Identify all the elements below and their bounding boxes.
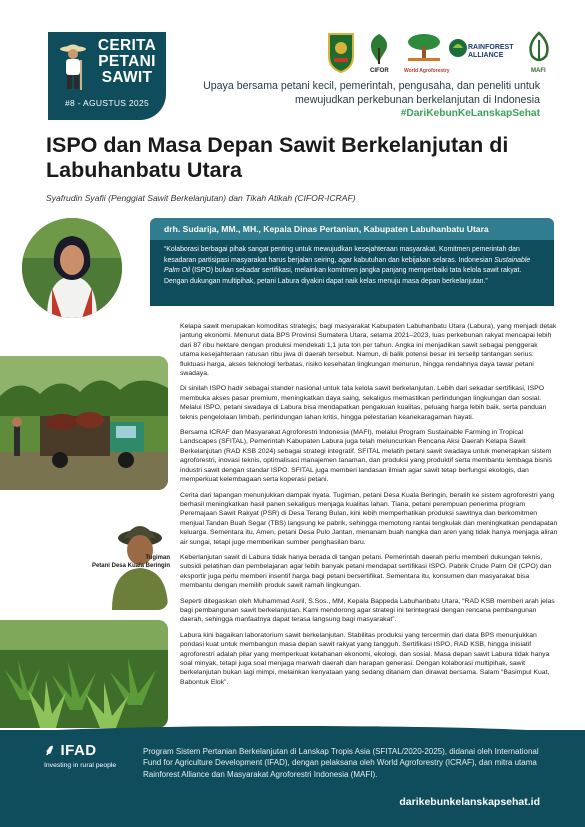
footer-funding-text: Program Sistem Pertanian Berkelanjutan di Lanskap Tropis Asia (SFITAL/2020-2025), didanai oleh International Fund for Agriculture Development (IFAD), dengan pelaksana oleh World Agroforestry (ICRAF), dan mitra utama Rainforest Alliance dan Masyarakat Agroforestri Indonesia (MAFI). [143, 747, 539, 779]
body-paragraph: Cerita dari lapangan menunjukkan dampak nyata. Tugiman, petani Desa Kuala Beringin, beralih ke sistem agroforestri yang berhasil meningkatkan hasil panen sekaligus menjaga kualitas lahan. Tiana, petani perempuan penerima program Peremajaan Sawit Rakyat (PSR) di Desa Terang Bulan, kini lebih memperhatikan produksi sawitnya dan berkomitmen menjual Tandan Buah Segar (TBS) langsung ke pabrik, sehingga memotong rantai tengkulak dan meningkatkan pendapatan keluarga. Sementara itu, Amen, petani Desa Pulo Jantan, menanam buah nangka dan aren yang tidak hanya menjaga aliran air sungai, tetapi juge memberikan sumber penghasilan baru. [180, 491, 558, 546]
rainforest-alliance-logo: RAINFOREST ALLIANCE [448, 30, 520, 74]
quote-text-italic: Sustainable Palm Oil [164, 256, 531, 275]
ifad-name [44, 740, 134, 760]
footer-website-link[interactable]: darikebunkelanskapsehat.id [399, 796, 540, 808]
government-seal-logo [324, 30, 358, 74]
article-authors: Syafrudin Syafii (Penggiat Sawit Berkelanjutan) dan Tikah Atikah (CIFOR-ICRAF) [46, 193, 356, 203]
ifad-logo [44, 740, 134, 769]
photo-oil-palm-seedlings [0, 620, 168, 728]
body-paragraph: Labura kini bagaikan laboratorium sawit berkelanjutan. Stabilitas produksi yang tercermin dari data BPS menunjukkan pondasi kuat untuk membangun masa depan sawit rakyat yang tangguh. Sertifikasi ISPO, RAD KSB, hingga inisiatif agroforestri adalah pilar yang memperkuat ketahanan ekonomi, ekologi, dan sosial. Masa depan sawit Labura tidak hanya soal minyak, tetapi juga soal menjaga marwah daerah dan harapan generasi. Dengan kolaborasi multipihak, sawit berkelanjutan bukan lagi mimpi, melainkan kenyataan yang sedang ditanam dan dirawat bersama. Salam “Basimpul Kuat, Babontuk Elok”. [180, 631, 550, 686]
partner-logos [324, 30, 556, 74]
hashtag: #DariKebunKeLanskapSehat [400, 108, 540, 119]
series-badge [48, 32, 166, 120]
quote-text [150, 240, 554, 306]
farmer-illustration-icon [56, 42, 90, 92]
quote-text-part: (ISPO) bukan sekadar sertifikasi, melainkan komitmen jangka panjang memperbaiki tata kelola sawit rakyat. Dengan dukungan multipihak, petani Labura diyakini dapat naik kelas menuju masa depan berkelanjutan.” [164, 267, 522, 285]
body-paragraph: Bersama ICRAF dan Masyarakat Agroforestri Indonesia (MAFI), melalui Program Sustainable Farming in Tropical Landscapes (SFITAL), Pemerintah Kabupaten Labura juga telah meluncurkan Rencana Aksi Daerah Kelapa Sawit Berkelanjutan (RAD KSB 2024) sebagai strategi integratif. SFITAL melatih petani sawit swadaya untuk menerapkan sistem agroforestri, inovasi teknis, optimalisasi manajemen tanaman, dan produksi yang produktif serta membantu lembaga bisnis industri sawit dengan standar ISPO. SFITAL juga memberi landasan ilmiah agar sawit tetap berfungsi ekologis, dan memperkuat kelembagaan serta koperasi petani. [180, 429, 553, 484]
article-title: ISPO dan Masa Depan Sawit Berkelanjutan di Labuhanbatu Utara [46, 133, 509, 182]
speaker-portrait [22, 218, 122, 318]
body-paragraph: Kelapa sawit merupakan komoditas strategis; bagi masyarakat Kabupaten Labuhanbatu Utara (Labura), yang menjadi detak jantung ekonomi. Menurut data BPS Provinsi Sumatera Utara, selama 2021–2023, luas perkebunan rakyat mencapai lebih dari 87 ribu hektare dengan produksi mendekati 1,1 juta ton per tahun. Angka ini menjadikan sawit sebagai penggerak utama kesejahteraan ratusan ribu jiwa di daerah tersebut. Namun, di balik potensi besar ini tersellp tantangan serius: fluktuasi harga, akses teknologi terbatas, risiko kesehatan lingkungan menurun, hingga rendahnya daya tawar petani swadaya. [180, 323, 557, 378]
article-body [180, 322, 558, 693]
ifad-tagline: Investing in rural people [44, 762, 117, 769]
wheat-icon: ⸙ [44, 742, 56, 759]
world-agroforestry-logo: World Agroforestry [404, 30, 444, 74]
caption-name: Tugiman [145, 555, 170, 561]
quote-text-part: “Kolaborasi berbagai pihak sangat penting untuk mewujudkan kesejahteraan masyarakat. Komitmen pemerintah dan kesadaran partisipasi masyarakat harus berjalan seiring, agar kabutuhan dan kebijakan selaras. Indonesian [164, 246, 520, 264]
body-paragraph: Seperti ditegaskan oleh Muhammad Asril, S.Sos., MM, Kepala Bappeda Labuhanbatu Utara, “RAD KSB memberi arah jelas bagi pembangunan sawit berkelanjutan. Kami mendorong agar strategi ini terintegrasi dengan rencana pembangunan daerah, sehingga manfaatnya dapat terasa langsung bagi masyarakat”. [180, 597, 555, 624]
caption-role: Petani Desa Kuala Beringin [91, 563, 170, 569]
photo-truck-harvest [0, 356, 168, 490]
quote-speaker: drh. Sudarija, MM., MH., Kepala Dinas Pertanian, Kabupaten Labuhanbatu Utara [150, 218, 554, 240]
photo-caption [60, 554, 170, 570]
mafi-logo: MAFI [522, 30, 556, 74]
body-paragraph: Keberlanjutan sawit di Labura tidak hanya berada di tangan petani. Pemerintah daerah perlu memberi dukungan teknis, subsidi pelatihan dan pembelajaran agar lebih banyak petani mendapat sertifikasi ISPO. Pabrik Crude Palm Oil (CPO) dan eksportir juga perlu memberi insentif harga bagi petani bersertifikat. Sementara itu, konsumen dan masyarakat bisa membantu dengan memilih produk sawit ramah lingkungan. [180, 553, 552, 590]
series-title: CERITA PETANI SAWIT [97, 37, 157, 86]
ifad-org: IFAD [60, 742, 97, 759]
cifor-logo: CIFOR [362, 30, 396, 74]
edition-label: #8 - AGUSTUS 2025 [65, 98, 149, 108]
tagline: Upaya bersama petani kecil, pemerintah, pengusaha, dan peneliti untuk mewujudkan perkebunan berkelanjutan di Indonesia [203, 80, 540, 106]
body-paragraph: Di sinilah ISPO hadir sebagai stander nasional untuk tata kelola sawit berkelanjutan. Lebih dari sekadar sertifikasi, ISPO membuka akses pasar premium, meningkatkan daya saing, sekaligus memastikan perlindungan lingkungan dan sosial. Melalui ISPO, petani swadaya di Labura bisa mendapatkan pengakuan kualitas, peluang harga lebih baik, serta panduan teknis pengelolaan limbah, perlindungan lahan kritis, hingga pelestarian keanekaragaman hayati. [180, 385, 547, 421]
